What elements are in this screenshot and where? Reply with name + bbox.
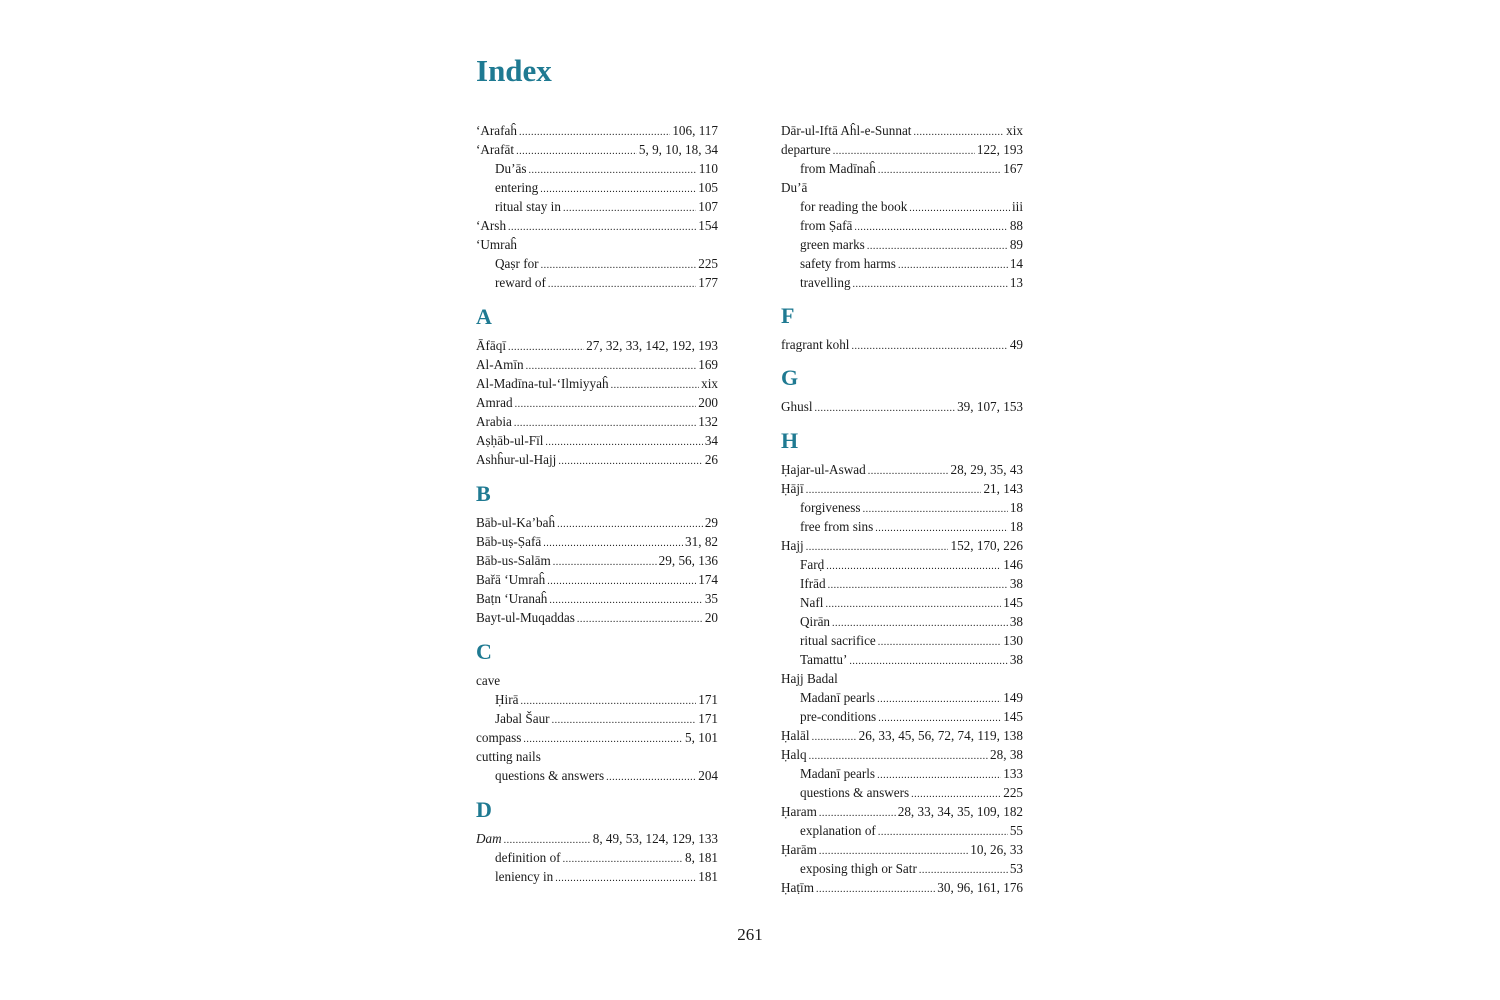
entry-term: definition of — [495, 850, 561, 865]
entry-term: entering — [495, 180, 539, 195]
entry-term: fragrant kohl — [781, 337, 850, 352]
index-subentry — [781, 498, 1023, 517]
index-subentry — [781, 783, 1023, 802]
index-entry — [781, 335, 1023, 354]
entry-pages: 8, 49, 53, 124, 129, 133 — [592, 831, 718, 846]
entry-pages: 28, 29, 35, 43 — [950, 462, 1023, 477]
entry-pages: 18 — [1009, 500, 1023, 515]
index-entry — [781, 140, 1023, 159]
dot-leader — [577, 610, 703, 627]
entry-pages: 28, 33, 34, 35, 109, 182 — [897, 804, 1023, 819]
index-entry — [476, 393, 718, 412]
entry-term: Farḍ — [800, 557, 825, 572]
dot-leader — [516, 142, 637, 159]
entry-term: questions & answers — [495, 768, 605, 783]
entry-term: Al-Amīn — [476, 357, 524, 372]
entry-term: leniency in — [495, 869, 554, 884]
dot-leader — [828, 576, 1008, 593]
dot-leader — [515, 395, 697, 412]
index-entry — [476, 216, 718, 235]
entry-term: ‘Arafāt — [476, 142, 515, 157]
section-letter: C — [476, 639, 492, 664]
section-letter: D — [476, 797, 492, 822]
dot-leader — [514, 414, 696, 431]
index-subentry — [781, 707, 1023, 726]
dot-leader — [540, 180, 696, 197]
entry-term: Bayt-ul-Muqaddas — [476, 610, 575, 625]
entry-pages: 152, 170, 226 — [950, 538, 1023, 553]
entry-term: from Madīnaĥ — [800, 161, 876, 176]
dot-leader — [825, 595, 1001, 612]
entry-pages: 110 — [698, 161, 718, 176]
entry-pages: 145 — [1003, 709, 1023, 724]
entry-pages: 20 — [704, 610, 718, 625]
entry-term: Ḥaram — [781, 804, 817, 819]
index-section-g — [781, 365, 1023, 416]
index-entry — [476, 121, 718, 140]
entry-pages: 174 — [698, 572, 718, 587]
dot-leader — [541, 256, 697, 273]
index-entry — [476, 355, 718, 374]
entry-term: Dam — [476, 831, 502, 846]
entry-term: Ḥarām — [781, 842, 817, 857]
entry-pages: 154 — [698, 218, 718, 233]
entry-pages: 49 — [1009, 337, 1023, 352]
entry-pages: 5, 101 — [685, 730, 718, 745]
index-group-intro — [476, 121, 718, 292]
entry-pages: 8, 181 — [685, 850, 718, 865]
index-entry — [476, 608, 718, 627]
dot-leader — [815, 399, 956, 416]
dot-leader — [877, 766, 1001, 783]
dot-leader — [851, 337, 1007, 354]
entry-pages: 29, 56, 136 — [658, 553, 718, 568]
dot-leader — [508, 338, 584, 355]
dot-leader — [919, 861, 1008, 878]
entry-pages: 149 — [1003, 690, 1023, 705]
index-entry-heading — [476, 235, 718, 254]
index-entry-heading — [781, 669, 1023, 688]
entry-term: Dār-ul-Iftā Aĥl-e-Sunnat — [781, 123, 912, 138]
entry-term: Du’ās — [495, 161, 527, 176]
dot-leader — [877, 690, 1001, 707]
entry-term: Du’ā — [781, 180, 808, 195]
index-subentry — [781, 235, 1023, 254]
dot-leader — [898, 256, 1008, 273]
index-subentry — [476, 178, 718, 197]
index-entry — [781, 840, 1023, 859]
entry-pages: 10, 26, 33 — [970, 842, 1023, 857]
entry-term: Hajj Badal — [781, 671, 838, 686]
index-subentry — [781, 159, 1023, 178]
dot-leader — [555, 869, 696, 886]
entry-pages: 88 — [1009, 218, 1023, 233]
index-entry — [781, 121, 1023, 140]
index-entry — [476, 532, 718, 551]
index-entry — [476, 570, 718, 589]
entry-pages: iii — [1012, 199, 1023, 214]
entry-term: compass — [476, 730, 522, 745]
entry-term: Nafl — [800, 595, 824, 610]
dot-leader — [819, 842, 968, 859]
entry-term: Bāb-uṣ-Ṣafā — [476, 534, 542, 549]
entry-pages: 105 — [698, 180, 718, 195]
dot-leader — [523, 730, 683, 747]
index-section-c — [476, 639, 718, 785]
entry-pages: xix — [701, 376, 718, 391]
entry-term: ‘Arafaĥ — [476, 123, 517, 138]
index-subentry — [781, 821, 1023, 840]
dot-leader — [867, 237, 1008, 254]
entry-pages: 26 — [704, 452, 718, 467]
dot-leader — [833, 142, 975, 159]
index-subentry — [781, 197, 1023, 216]
entry-term: safety from harms — [800, 256, 896, 271]
entry-pages: 122, 193 — [976, 142, 1023, 157]
entry-pages: 181 — [698, 869, 718, 884]
index-entry — [476, 450, 718, 469]
index-entry — [781, 802, 1023, 821]
entry-pages: 169 — [698, 357, 718, 372]
dot-leader — [606, 768, 696, 785]
index-entry — [476, 513, 718, 532]
entry-pages: 38 — [1009, 652, 1023, 667]
entry-term: Al-Madīna-tul-‘Ilmiyyaĥ — [476, 376, 609, 391]
entry-term: Ḥirā — [495, 692, 519, 707]
dot-leader — [557, 515, 703, 532]
entry-pages: 35 — [704, 591, 718, 606]
entry-term: pre-conditions — [800, 709, 877, 724]
entry-term: exposing thigh or Satr — [800, 861, 917, 876]
entry-pages: 177 — [698, 275, 718, 290]
index-subentry — [476, 254, 718, 273]
section-letter: A — [476, 304, 492, 329]
index-entry — [476, 374, 718, 393]
section-letter: H — [781, 428, 799, 453]
page-number: 261 — [737, 925, 763, 944]
entry-pages: 132 — [698, 414, 718, 429]
index-entry-heading — [476, 747, 718, 766]
entry-term: forgiveness — [800, 500, 861, 515]
entry-pages: 225 — [698, 256, 718, 271]
entry-pages: 167 — [1003, 161, 1023, 176]
entry-term: Ḥajar-ul-Aswad — [781, 462, 866, 477]
entry-term: Ḥājī — [781, 481, 804, 496]
dot-leader — [853, 275, 1008, 292]
index-subentry — [781, 859, 1023, 878]
entry-term: Arabia — [476, 414, 512, 429]
index-entry — [476, 728, 718, 747]
index-subentry — [476, 273, 718, 292]
index-entry-heading — [476, 671, 718, 690]
entry-term: cutting nails — [476, 749, 541, 764]
entry-term: Bāb-ul-Ka’baĥ — [476, 515, 556, 530]
entry-pages: 18 — [1009, 519, 1023, 534]
index-entry — [781, 397, 1023, 416]
entry-term: Ghusl — [781, 399, 813, 414]
index-entry — [781, 878, 1023, 897]
entry-term: ‘Umraĥ — [476, 237, 518, 252]
entry-pages: 200 — [698, 395, 718, 410]
dot-leader — [911, 785, 1001, 802]
index-entry — [476, 140, 718, 159]
index-column-left — [476, 121, 718, 886]
entry-pages: 26, 33, 45, 56, 72, 74, 119, 138 — [858, 728, 1023, 743]
dot-leader — [563, 850, 683, 867]
index-subentry — [781, 254, 1023, 273]
entry-term: Qirān — [800, 614, 831, 629]
entry-pages: 55 — [1009, 823, 1023, 838]
page-title: Index — [476, 53, 552, 88]
dot-leader — [529, 161, 697, 178]
entry-pages: 27, 32, 33, 142, 192, 193 — [586, 338, 718, 353]
dot-leader — [552, 711, 697, 728]
index-section-h — [781, 428, 1023, 897]
index-entry — [476, 336, 718, 355]
index-section-d — [476, 797, 718, 886]
index-subentry — [781, 216, 1023, 235]
entry-pages: 145 — [1003, 595, 1023, 610]
entry-term: Ashĥur-ul-Hajj — [476, 452, 557, 467]
index-entry — [781, 726, 1023, 745]
index-subentry — [476, 848, 718, 867]
dot-leader — [549, 591, 702, 608]
entry-term: from Ṣafā — [800, 218, 853, 233]
index-subentry — [781, 555, 1023, 574]
index-entry — [781, 745, 1023, 764]
dot-leader — [526, 357, 697, 374]
entry-pages: 130 — [1003, 633, 1023, 648]
index-subentry — [476, 197, 718, 216]
index-section-f — [781, 303, 1023, 354]
index-subentry — [476, 709, 718, 728]
dot-leader — [878, 709, 1001, 726]
dot-leader — [519, 123, 670, 140]
entry-term: Āfāqī — [476, 338, 507, 353]
index-subentry — [781, 574, 1023, 593]
entry-pages: 5, 9, 10, 18, 34 — [638, 142, 718, 157]
entry-pages: 14 — [1009, 256, 1023, 271]
dot-leader — [553, 553, 657, 570]
index-subentry — [476, 159, 718, 178]
index-entry — [476, 589, 718, 608]
dot-leader — [806, 538, 949, 555]
entry-term: Ḥalq — [781, 747, 807, 762]
entry-term: Ḥalāl — [781, 728, 810, 743]
entry-pages: 89 — [1009, 237, 1023, 252]
index-subentry — [476, 690, 718, 709]
dot-leader — [504, 831, 591, 848]
entry-term: Madanī pearls — [800, 690, 876, 705]
entry-pages: 30, 96, 161, 176 — [937, 880, 1023, 895]
entry-pages: 13 — [1009, 275, 1023, 290]
dot-leader — [819, 804, 896, 821]
entry-term: green marks — [800, 237, 865, 252]
dot-leader — [875, 519, 1008, 536]
entry-term: reward of — [495, 275, 546, 290]
entry-term: Ifrād — [800, 576, 826, 591]
entry-term: Bařā ‘Umraĥ — [476, 572, 546, 587]
dot-leader — [878, 633, 1001, 650]
index-entry — [781, 479, 1023, 498]
entry-pages: 171 — [698, 711, 718, 726]
index-subentry — [781, 631, 1023, 650]
entry-term: for reading the book — [800, 199, 908, 214]
entry-pages: xix — [1006, 123, 1023, 138]
entry-term: Baṭn ‘Uranaĥ — [476, 591, 548, 606]
index-subentry — [781, 517, 1023, 536]
section-letter: F — [781, 303, 795, 328]
entry-pages: 106, 117 — [672, 123, 718, 138]
entry-pages: 38 — [1009, 576, 1023, 591]
dot-leader — [832, 614, 1008, 631]
dot-leader — [563, 199, 696, 216]
entry-term: ‘Arsh — [476, 218, 507, 233]
dot-leader — [508, 218, 696, 235]
index-subentry — [781, 688, 1023, 707]
index-entry — [781, 536, 1023, 555]
entry-term: Ḥaṭīm — [781, 880, 814, 895]
dot-leader — [913, 123, 1004, 140]
entry-term: ritual sacrifice — [800, 633, 876, 648]
entry-term: travelling — [800, 275, 851, 290]
index-subentry — [476, 867, 718, 886]
index-subentry — [781, 593, 1023, 612]
dot-leader — [809, 747, 988, 764]
entry-pages: 31, 82 — [685, 534, 718, 549]
dot-leader — [545, 433, 702, 450]
entry-pages: 39, 107, 153 — [957, 399, 1023, 414]
dot-leader — [611, 376, 700, 393]
entry-term: questions & answers — [800, 785, 910, 800]
entry-term: Amrad — [476, 395, 513, 410]
index-subentry — [781, 650, 1023, 669]
index-entry — [476, 412, 718, 431]
dot-leader — [547, 572, 696, 589]
dot-leader — [806, 481, 982, 498]
index-entry — [476, 551, 718, 570]
dot-leader — [548, 275, 696, 292]
entry-term: Jabal Šaur — [495, 711, 550, 726]
entry-pages: 28, 38 — [990, 747, 1023, 762]
dot-leader — [812, 728, 857, 745]
entry-term: Qaṣr for — [495, 256, 539, 271]
index-entry — [476, 431, 718, 450]
entry-term: Tamattu’ — [800, 652, 848, 667]
section-letter: G — [781, 365, 799, 390]
entry-pages: 204 — [698, 768, 718, 783]
entry-pages: 21, 143 — [983, 481, 1023, 496]
dot-leader — [854, 218, 1007, 235]
entry-term: Bāb-us-Salām — [476, 553, 551, 568]
index-section-d-continued — [781, 121, 1023, 292]
dot-leader — [543, 534, 683, 551]
index-section-a — [476, 304, 718, 469]
index-entry — [476, 829, 718, 848]
dot-leader — [558, 452, 703, 469]
index-subentry — [781, 273, 1023, 292]
entry-pages: 107 — [698, 199, 718, 214]
entry-pages: 29 — [704, 515, 718, 530]
dot-leader — [849, 652, 1007, 669]
entry-pages: 146 — [1003, 557, 1023, 572]
entry-term: explanation of — [800, 823, 876, 838]
index-section-b — [476, 481, 718, 627]
dot-leader — [520, 692, 696, 709]
entry-pages: 38 — [1009, 614, 1023, 629]
entry-term: Hajj — [781, 538, 804, 553]
entry-pages: 34 — [704, 433, 718, 448]
index-subentry — [781, 764, 1023, 783]
section-letter: B — [476, 481, 491, 506]
entry-term: Madanī pearls — [800, 766, 876, 781]
dot-leader — [816, 880, 935, 897]
entry-pages: 133 — [1003, 766, 1023, 781]
entry-pages: 53 — [1009, 861, 1023, 876]
index-column-right — [781, 121, 1023, 897]
entry-pages: 225 — [1003, 785, 1023, 800]
dot-leader — [878, 823, 1008, 840]
entry-term: departure — [781, 142, 831, 157]
index-subentry — [476, 766, 718, 785]
entry-term: cave — [476, 673, 501, 688]
index-entry-heading — [781, 178, 1023, 197]
dot-leader — [826, 557, 1001, 574]
index-entry — [781, 460, 1023, 479]
entry-term: Aṣḥāb-ul-Fīl — [476, 433, 544, 448]
dot-leader — [868, 462, 949, 479]
dot-leader — [878, 161, 1001, 178]
entry-pages: 171 — [698, 692, 718, 707]
dot-leader — [909, 199, 1010, 216]
index-subentry — [781, 612, 1023, 631]
entry-term: ritual stay in — [495, 199, 561, 214]
dot-leader — [863, 500, 1008, 517]
entry-term: free from sins — [800, 519, 874, 534]
